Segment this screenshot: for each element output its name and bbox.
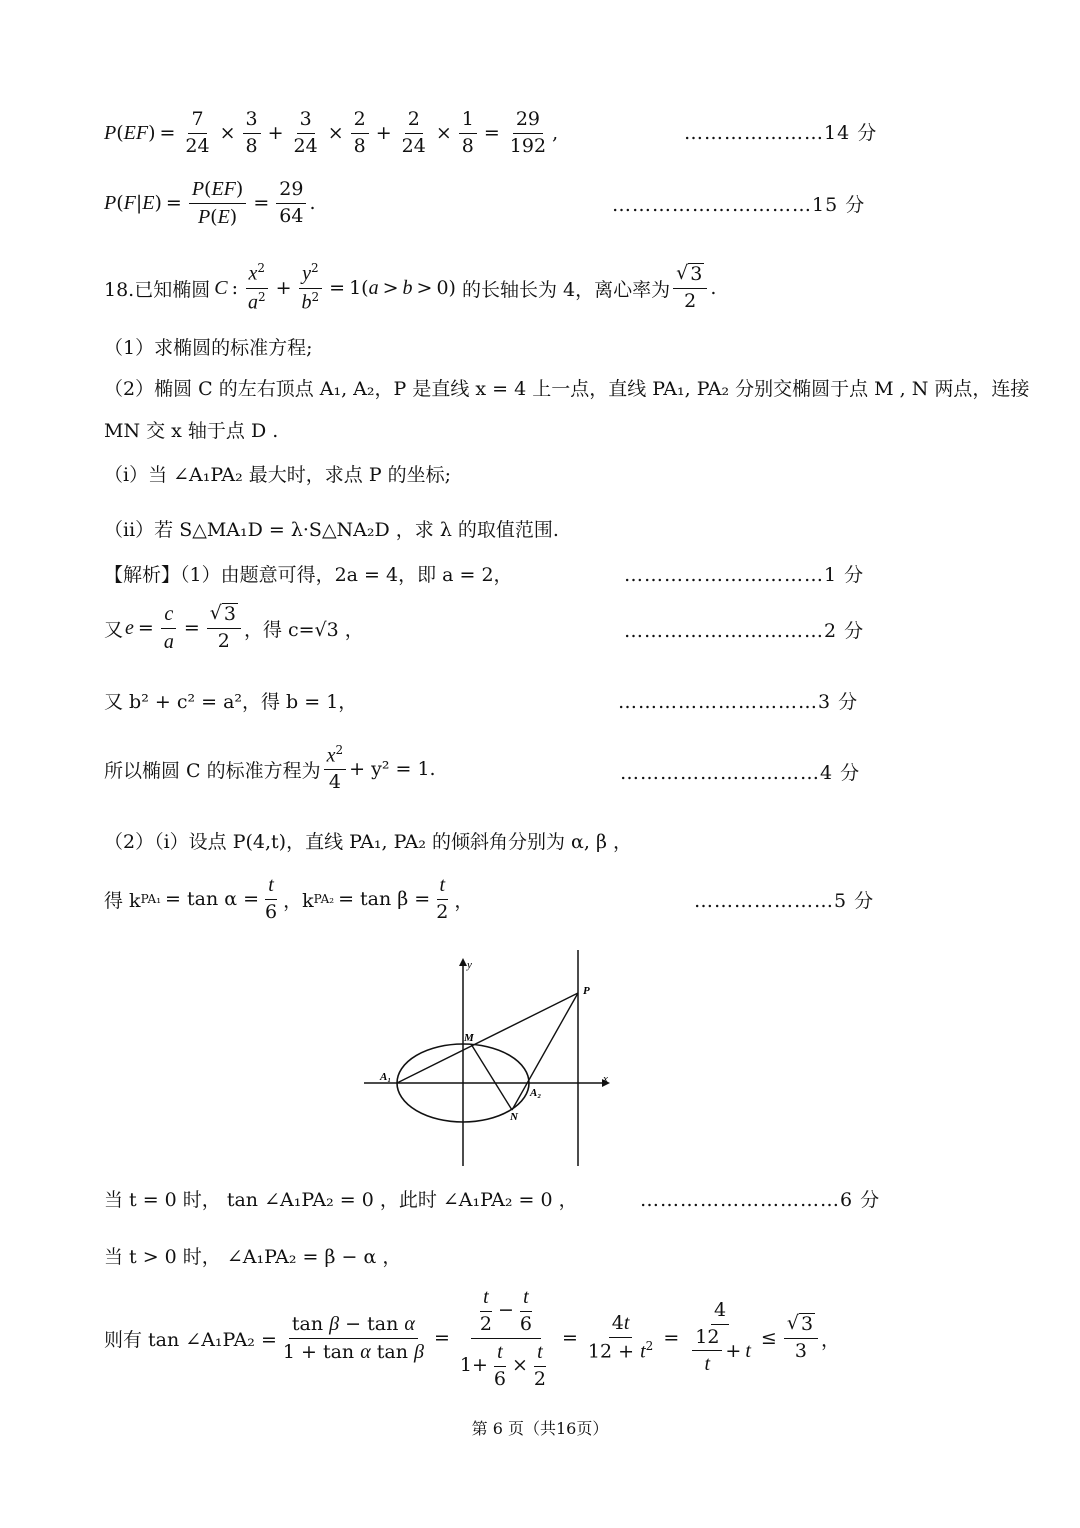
score-6: …………………………6 分 [640, 1189, 881, 1211]
page-footer: 第 6 页（共16页） [471, 1419, 609, 1438]
solution-part2-setup: （2）（ⅰ）设点 P(4,t)，直线 PA₁, PA₂ 的倾斜角分别为 α, β ， [104, 831, 632, 853]
solution-slopes: 得 k PA₁ = tan α = $\frac{t}{6}$ ，k PA₂ = tan β = $\frac{t}{2}$ ， [104, 874, 474, 924]
q18-part2-line2: MN 交 x 轴于点 D . [104, 420, 279, 442]
label-x: x [603, 1073, 608, 1085]
q18-part1: （1）求椭圆的标准方程; [104, 337, 313, 359]
ellipse-figure [360, 950, 620, 1170]
label-a2: A₂ [530, 1087, 542, 1099]
solution-t-positive: 当 t > 0 时， ∠A₁PA₂ = β − α ， [104, 1246, 402, 1268]
y-axis-arrow [459, 958, 467, 966]
q18-part2-line1: （2）椭圆 C 的左右顶点 A₁, A₂，P 是直线 x = 4 上一点，直线 PA₁, PA₂ 分别交椭圆于点 M , N 两点，连接 [104, 378, 1030, 400]
label-a1: A₁ [380, 1071, 392, 1083]
label-p: P [583, 985, 590, 997]
score-4: …………………………4 分 [620, 762, 861, 784]
label-m: M [464, 1032, 474, 1044]
score-5: …………………5 分 [694, 890, 875, 912]
solution-step2: 又 e = $\frac{c}{a}$ = √ 3 2 ，得 c=√3 ， [104, 602, 364, 653]
score-15: …………………………15 分 [612, 194, 866, 216]
solution-step1: 【解析】（1）由题意可得，2a = 4，即 a = 2， [104, 564, 513, 586]
score-3: …………………………3 分 [618, 691, 859, 713]
q18-part2-i: （ⅰ）当 ∠A₁PA₂ 最大时，求点 P 的坐标; [104, 464, 452, 486]
label-y: y [467, 959, 472, 971]
score-1: …………………………1 分 [624, 564, 865, 586]
score-2: …………………………2 分 [624, 620, 865, 642]
score-14: …………………14 分 [684, 122, 878, 144]
eq-p-f-given-e: P ( F | E ) = $\frac{P(EF)}{P(E)}$ = $\frac{29}{64}$ . [104, 177, 316, 228]
label-n: N [510, 1111, 518, 1123]
q18-part2-ii: （ⅱ）若 S△MA₁D = λ·S△NA₂D ，求 λ 的取值范围. [104, 519, 559, 541]
question-18: 18.已知椭圆 C : $\frac{x^2}{a^2}$ + $\frac{y^2}{b^2}$ = 1( a > b > 0) 的长轴长为 4，离心率为 √ 3 2 . [104, 261, 717, 313]
solution-tan-formula: 则有 tan ∠A₁PA₂ = $\frac{\text{tan β − tan α}}{\text{1 + tan α tan β}}$ = $\frac{t}{2}$ − $\frac{t}{6}$ 1+ $\frac{t}{6}$ × $\frac{t}{2}$ = $\frac{4t}{12 + t^2}$ = 4 $\frac{12}{t}$ + t ≤ √ 3 3 ， [104, 1285, 841, 1390]
solution-step4: 所以椭圆 C 的标准方程为 $\frac{x^2}{4}$ + y² = 1. [104, 742, 436, 794]
line-pa2 [512, 993, 578, 1110]
solution-t-zero: 当 t = 0 时， tan ∠A₁PA₂ = 0 ，此时 ∠A₁PA₂ = 0 ， [104, 1189, 578, 1211]
eq-p-ef: P ( EF ) = $\frac{7}{24}$ × $\frac{3}{8}$ + $\frac{3}{24}$ × $\frac{2}{8}$ + $\frac{2}{24}$ × $\frac{1}{8}$ = $\frac{29}{192}$ , [104, 107, 559, 157]
solution-step3: 又 b² + c² = a²，得 b = 1， [104, 691, 358, 713]
